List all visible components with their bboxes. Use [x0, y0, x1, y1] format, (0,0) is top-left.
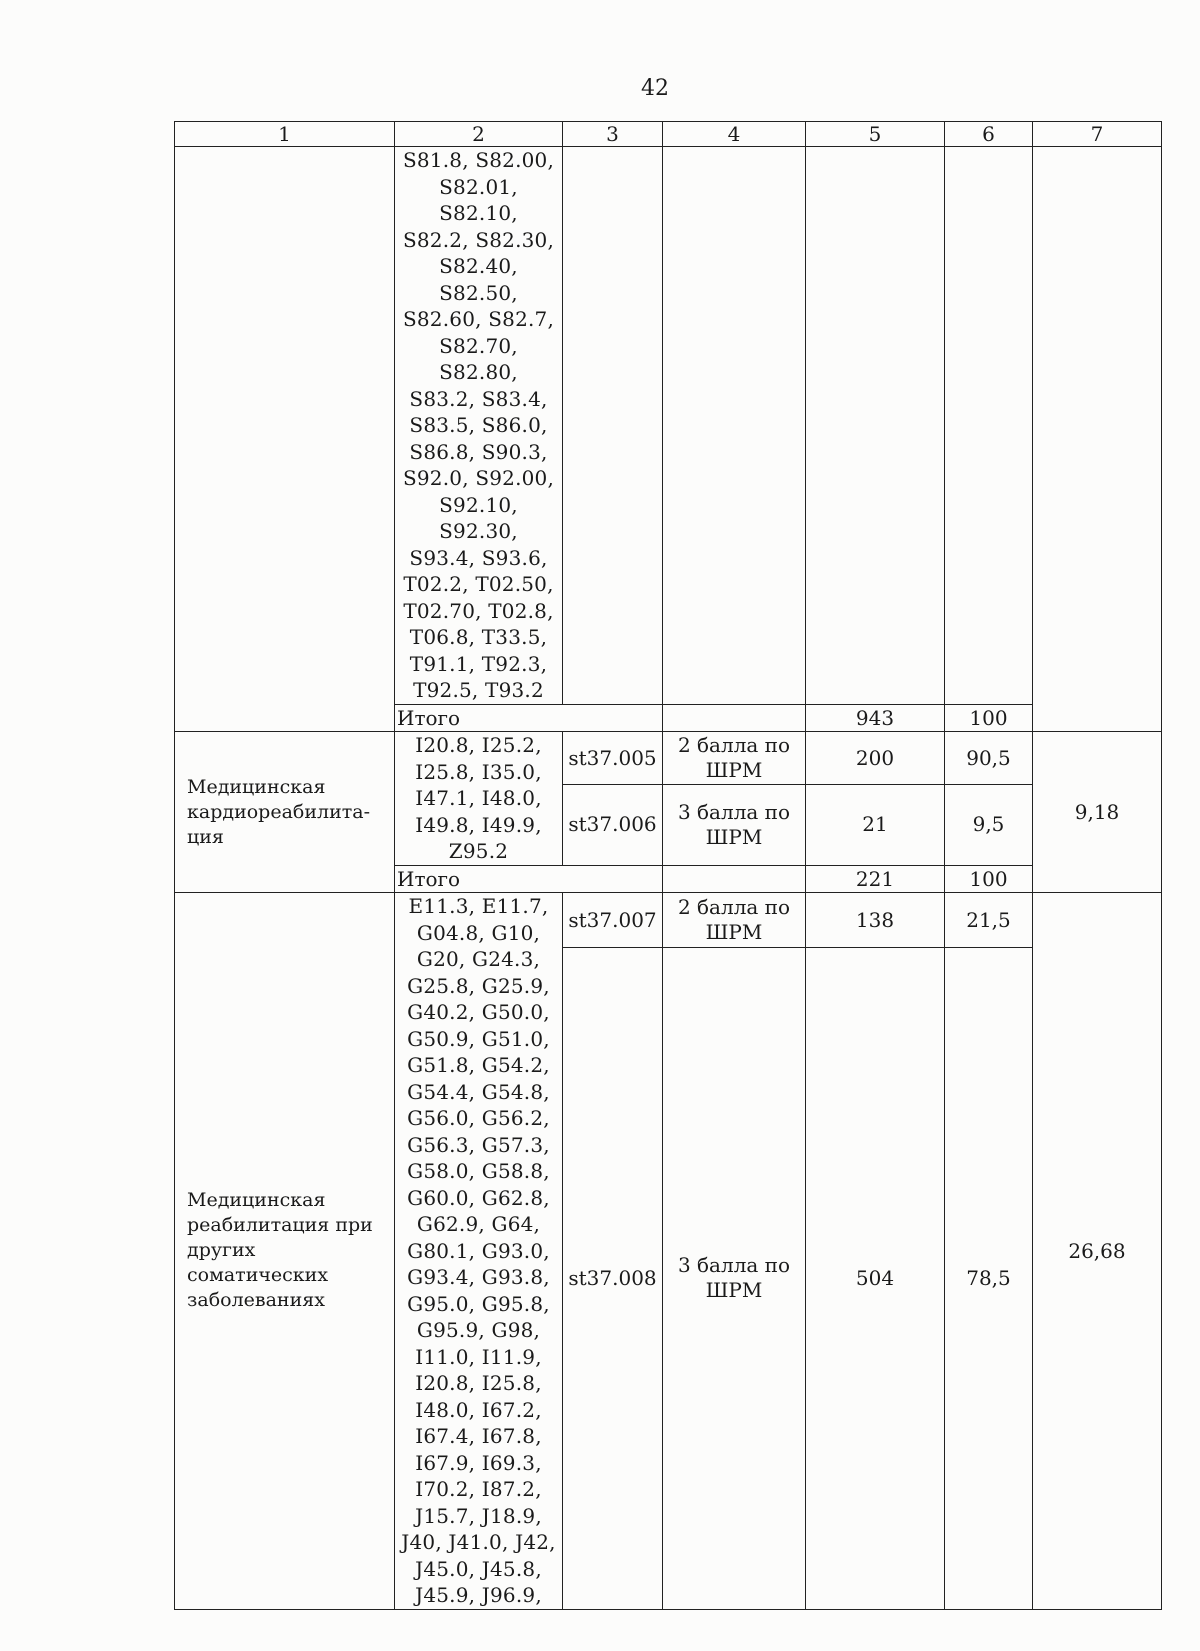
somatic-row2-percent: 78,5 — [945, 948, 1033, 1610]
cardio-row1-count: 200 — [806, 732, 945, 785]
header-cell-4: 4 — [663, 122, 806, 147]
prev-count-cell — [806, 147, 945, 705]
tariff-table — [174, 121, 1162, 1610]
cardio-row2-criterion: 3 балла по ШРМ — [663, 784, 806, 865]
somatic-row1-percent: 21,5 — [945, 893, 1033, 948]
page-number: 42 — [641, 76, 669, 101]
cardio-row2-code: st37.006 — [563, 784, 663, 865]
prev-coefficient-cell — [1033, 147, 1162, 732]
somatic-name: Медицинская реабилитация при других соматических заболеваниях — [175, 893, 395, 1610]
header-cell-2: 2 — [395, 122, 563, 147]
cardio-total-percent: 100 — [945, 865, 1033, 893]
header-cell-3: 3 — [563, 122, 663, 147]
cardio-total-empty — [663, 865, 806, 893]
cardio-total-label: Итого — [395, 865, 663, 893]
header-cell-7: 7 — [1033, 122, 1162, 147]
table-row — [175, 147, 1162, 705]
somatic-row2-code: st37.008 — [563, 948, 663, 1610]
prev-diagnosis-codes: S81.8, S82.00, S82.01, S82.10, S82.2, S82.30, S82.40, S82.50, S82.60, S82.7, S82.70, S82.80, S83.2, S83.4, S83.5, S86.0, S86.8, S90.3, S92.0, S92.00, S92.10, S92.30, S93.4, S93.6, T02.2, T02.50, T02.70, T02.8, T06.8, T33.5, T91.1, T92.3, T92.5, T93.2 — [395, 147, 563, 705]
prev-percent-cell — [945, 147, 1033, 705]
somatic-diagnosis-codes: E11.3, E11.7, G04.8, G10, G20, G24.3, G25.8, G25.9, G40.2, G50.0, G50.9, G51.0, G51.8, G54.2, G54.4, G54.8, G56.0, G56.2, G56.3, G57.3, G58.0, G58.8, G60.0, G62.8, G62.9, G64, G80.1, G93.0, G93.4, G93.8, G95.0, G95.8, G95.9, G98, I11.0, I11.9, I20.8, I25.8, I48.0, I67.2, I67.4, I67.8, I67.9, I69.3, I70.2, I87.2, J15.7, J18.9, J40, J41.0, J42, J45.0, J45.8, J45.9, J96.9, — [395, 893, 563, 1610]
header-row — [175, 122, 1162, 147]
somatic-row1-criterion: 2 балла по ШРМ — [663, 893, 806, 948]
somatic-row2-criterion: 3 балла по ШРМ — [663, 948, 806, 1610]
prev-name-cell — [175, 147, 395, 732]
cardio-row1-criterion: 2 балла по ШРМ — [663, 732, 806, 785]
somatic-row1-code: st37.007 — [563, 893, 663, 948]
somatic-row1-count: 138 — [806, 893, 945, 948]
cardio-row1-percent: 90,5 — [945, 732, 1033, 785]
cardio-name: Медицинская кардиореабилита-ция — [175, 732, 395, 893]
cardio-coefficient: 9,18 — [1033, 732, 1162, 893]
prev-total-count: 943 — [806, 704, 945, 732]
header-cell-1: 1 — [175, 122, 395, 147]
cardio-row1-code: st37.005 — [563, 732, 663, 785]
cardio-row2-percent: 9,5 — [945, 784, 1033, 865]
header-cell-5: 5 — [806, 122, 945, 147]
prev-criterion-cell — [663, 147, 806, 705]
table-row — [175, 732, 1162, 785]
header-cell-6: 6 — [945, 122, 1033, 147]
prev-code-cell — [563, 147, 663, 705]
cardio-row2-count: 21 — [806, 784, 945, 865]
prev-total-empty — [663, 704, 806, 732]
prev-total-label: Итого — [395, 704, 663, 732]
prev-total-percent: 100 — [945, 704, 1033, 732]
somatic-row2-count: 504 — [806, 948, 945, 1610]
cardio-total-count: 221 — [806, 865, 945, 893]
cardio-diagnosis-codes: I20.8, I25.2, I25.8, I35.0, I47.1, I48.0, I49.8, I49.9, Z95.2 — [395, 732, 563, 866]
table-row — [175, 893, 1162, 948]
somatic-coefficient: 26,68 — [1033, 893, 1162, 1610]
